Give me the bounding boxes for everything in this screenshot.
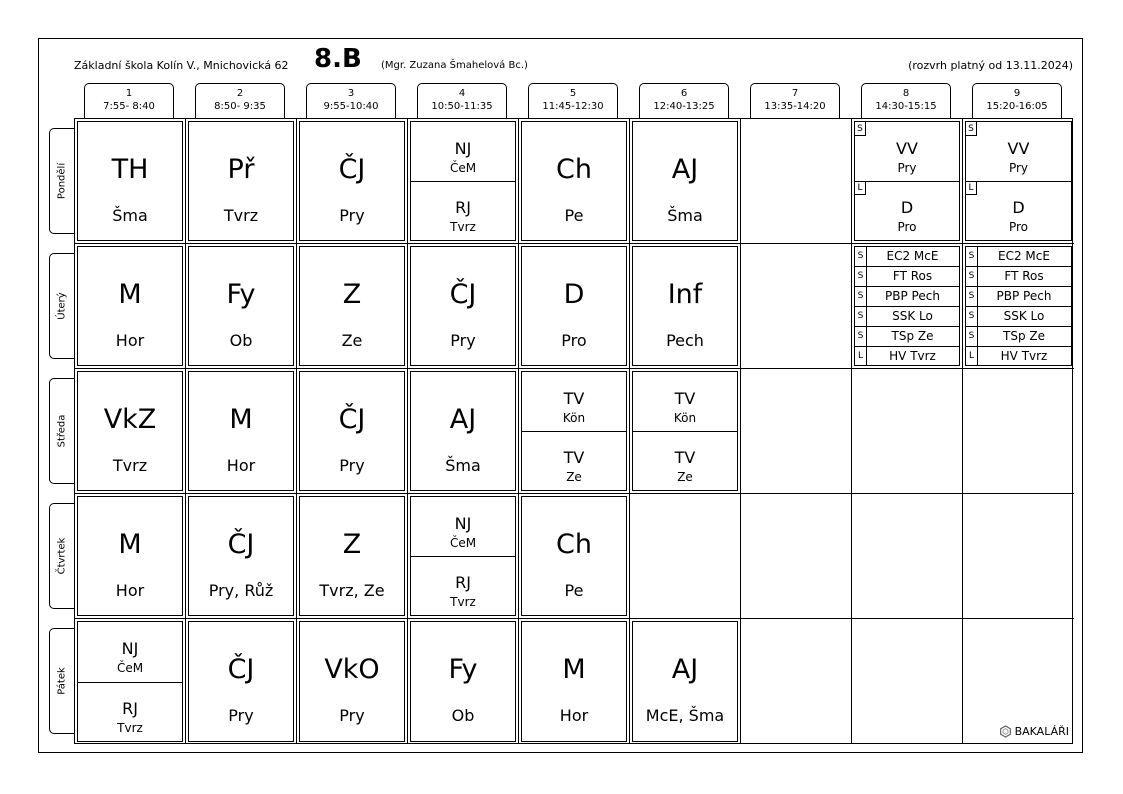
lesson-teacher: Hor — [115, 331, 145, 350]
lesson-subject: TV — [563, 448, 585, 467]
lesson-box — [299, 371, 405, 491]
lesson-teacher: Ob — [229, 331, 253, 350]
period-time: 12:40-13:25 — [653, 101, 715, 112]
timetable-cell — [630, 619, 741, 744]
lesson-subject: ČJ — [338, 404, 366, 435]
timetable-cell — [741, 369, 852, 494]
lesson-teacher: Pech — [666, 331, 704, 350]
lesson-box — [521, 621, 627, 742]
timetable-cell — [519, 494, 630, 619]
period-number: 9 — [1013, 88, 1021, 99]
lesson-teacher: Šma — [445, 456, 481, 475]
timetable-cell — [297, 619, 408, 744]
lesson-group — [78, 622, 182, 683]
group-marker: S — [966, 122, 977, 136]
timetable-cell — [408, 619, 519, 744]
lesson-teacher: Tvrz — [223, 206, 259, 225]
optional-lesson-text: PBP Pech — [885, 289, 940, 303]
optional-lesson-text: HV Tvrz — [1000, 349, 1048, 363]
lesson-subject: RJ — [455, 573, 471, 592]
period-number: 7 — [791, 88, 799, 99]
lesson-box-split — [965, 121, 1072, 241]
timetable-cell — [408, 369, 519, 494]
optional-lesson-text: EC2 McE — [886, 249, 939, 263]
optional-lesson — [855, 347, 959, 367]
optional-lesson-text: FT Ros — [892, 269, 933, 283]
lesson-subject: M — [562, 654, 586, 685]
group-marker: S — [966, 267, 978, 286]
lesson-subject: AJ — [671, 654, 699, 685]
timetable-cell — [519, 244, 630, 369]
timetable-cell — [852, 619, 963, 744]
day-label — [49, 128, 74, 234]
period-time: 13:35-14:20 — [764, 101, 826, 112]
timetable-cell — [630, 494, 741, 619]
group-marker: S — [966, 247, 978, 266]
period-number: 1 — [125, 88, 133, 99]
lesson-subject: NJ — [454, 139, 472, 158]
lesson-teacher: Kön — [673, 411, 697, 425]
timetable-cell — [630, 244, 741, 369]
period-header — [195, 83, 285, 118]
lesson-teacher: Ob — [451, 706, 475, 725]
lesson-teacher: Pry — [339, 706, 365, 725]
lesson-teacher: ČeM — [449, 161, 477, 175]
lesson-teacher: Hor — [559, 706, 589, 725]
lesson-teacher: Šma — [667, 206, 703, 225]
timetable-cell — [75, 494, 186, 619]
lesson-box — [188, 496, 294, 616]
lesson-box-split — [632, 371, 738, 491]
timetable-cell — [408, 244, 519, 369]
timetable-cell — [186, 619, 297, 744]
lesson-box — [188, 121, 294, 241]
lesson-teacher: Ze — [677, 470, 693, 484]
lesson-teacher: Pry, Růž — [208, 581, 274, 600]
lesson-group — [966, 122, 1071, 182]
lesson-subject: VV — [1007, 139, 1030, 158]
optional-lesson-text: HV Tvrz — [889, 349, 936, 363]
lesson-subject: M — [229, 404, 253, 435]
timetable-cell — [741, 619, 852, 744]
period-header — [750, 83, 840, 118]
optional-lesson-text: EC2 McE — [998, 249, 1050, 263]
period-time: 9:55-10:40 — [323, 101, 379, 112]
lesson-subject: TV — [563, 389, 585, 408]
lesson-subject: TV — [674, 448, 696, 467]
timetable-cell — [963, 494, 1074, 619]
lesson-box — [299, 496, 405, 616]
timetable-cell — [741, 494, 852, 619]
lesson-teacher: Pry — [339, 456, 365, 475]
lesson-box-optional — [854, 246, 960, 366]
timetable-cell — [741, 119, 852, 244]
lesson-subject: AJ — [449, 404, 477, 435]
lesson-subject: D — [1012, 198, 1025, 217]
lesson-group — [522, 431, 626, 490]
timetable-cell — [75, 619, 186, 744]
day-label — [49, 378, 74, 484]
optional-lesson — [966, 247, 1071, 267]
timetable-cell — [741, 244, 852, 369]
lesson-group — [855, 181, 959, 240]
optional-lesson — [966, 267, 1071, 287]
lesson-teacher: Hor — [226, 456, 256, 475]
period-header — [417, 83, 507, 118]
timetable-cell — [75, 369, 186, 494]
lesson-teacher: Pry — [897, 161, 917, 175]
optional-lesson-text: SSK Lo — [892, 309, 933, 323]
lesson-teacher: Tvrz — [117, 720, 143, 735]
timetable-cell — [75, 244, 186, 369]
lesson-subject: NJ — [121, 639, 139, 658]
lesson-teacher: Ze — [566, 470, 582, 484]
optional-lesson — [855, 287, 959, 307]
class-teacher: (Mgr. Zuzana Šmahelová Bc.) — [381, 60, 528, 71]
optional-lesson — [855, 327, 959, 347]
period-time: 10:50-11:35 — [431, 101, 493, 112]
class-name: 8.B — [314, 44, 362, 74]
lesson-group — [633, 431, 737, 490]
lesson-teacher: McE, Šma — [645, 706, 725, 725]
lesson-group — [411, 181, 515, 240]
period-header — [972, 83, 1062, 118]
lesson-teacher: ČeM — [449, 536, 477, 550]
period-time: 7:55- 8:40 — [103, 101, 155, 112]
lesson-subject: VkO — [324, 654, 380, 685]
logo-text: BAKALÁŘI — [1014, 725, 1069, 738]
period-header — [306, 83, 396, 118]
day-name: Středa — [56, 414, 68, 448]
timetable-cell — [186, 494, 297, 619]
period-header — [861, 83, 951, 118]
group-marker: S — [966, 327, 978, 346]
lesson-subject: AJ — [671, 154, 699, 185]
timetable-cell — [963, 119, 1074, 244]
lesson-box-split — [410, 121, 516, 241]
period-time: 15:20-16:05 — [986, 101, 1048, 112]
lesson-box — [410, 621, 516, 742]
lesson-box — [299, 621, 405, 742]
lesson-subject: NJ — [454, 514, 472, 533]
group-marker: S — [855, 287, 867, 306]
optional-lesson-text: FT Ros — [1004, 269, 1044, 283]
lesson-teacher: Pry — [450, 331, 476, 350]
validity-note: (rozvrh platný od 13.11.2024) — [908, 59, 1073, 72]
lesson-box — [299, 121, 405, 241]
timetable-cell — [297, 244, 408, 369]
timetable-cell — [852, 369, 963, 494]
period-time: 14:30-15:15 — [875, 101, 937, 112]
lesson-box — [521, 496, 627, 616]
lesson-subject: Fy — [226, 279, 256, 310]
group-marker: L — [855, 181, 866, 195]
lesson-group — [411, 497, 515, 557]
optional-lesson — [966, 287, 1071, 307]
day-name: Úterý — [56, 292, 68, 320]
lesson-subject: Z — [342, 529, 362, 560]
lesson-box — [410, 371, 516, 491]
lesson-box — [77, 121, 183, 241]
lesson-teacher: Kön — [562, 411, 586, 425]
optional-lesson-text: TSp Ze — [891, 329, 934, 343]
lesson-box-split — [854, 121, 960, 241]
optional-lesson — [966, 327, 1071, 347]
lesson-teacher: Šma — [112, 206, 148, 225]
timetable-cell — [75, 119, 186, 244]
lesson-teacher: ČeM — [116, 661, 144, 675]
group-marker: S — [966, 307, 978, 326]
lesson-subject: Inf — [667, 279, 703, 310]
timetable-cell — [963, 244, 1074, 369]
lesson-box — [521, 121, 627, 241]
optional-lesson-text: PBP Pech — [996, 289, 1052, 303]
lesson-subject: ČJ — [449, 279, 477, 310]
group-marker: L — [966, 181, 977, 195]
lesson-teacher: Pro — [1008, 220, 1029, 234]
lesson-subject: TH — [111, 154, 149, 185]
day-name: Pátek — [56, 667, 68, 695]
lesson-box-optional — [965, 246, 1072, 366]
timetable-cell — [519, 119, 630, 244]
timetable-grid — [74, 118, 1073, 744]
lesson-box — [632, 621, 738, 742]
group-marker: S — [966, 287, 978, 306]
timetable-cell — [408, 119, 519, 244]
lesson-teacher: Tvrz — [450, 595, 476, 609]
timetable-cell — [408, 494, 519, 619]
day-label — [49, 253, 74, 359]
lesson-teacher: Tvrz, Ze — [319, 581, 385, 600]
lesson-box — [77, 496, 183, 616]
lesson-teacher: Ze — [341, 331, 363, 350]
optional-lesson — [855, 307, 959, 327]
lesson-box-split — [77, 621, 183, 742]
timetable-cell — [852, 119, 963, 244]
period-number: 4 — [458, 88, 466, 99]
optional-lesson — [855, 267, 959, 287]
lesson-teacher: Tvrz — [112, 456, 148, 475]
group-marker: S — [855, 267, 867, 286]
lesson-group — [633, 372, 737, 432]
lesson-group — [78, 682, 182, 742]
lesson-box — [188, 621, 294, 742]
lesson-group — [855, 122, 959, 182]
timetable-cell — [630, 119, 741, 244]
group-marker: S — [855, 247, 867, 266]
lesson-teacher: Pry — [228, 706, 254, 725]
lesson-box — [188, 371, 294, 491]
lesson-subject: Z — [342, 279, 362, 310]
period-time: 11:45-12:30 — [542, 101, 604, 112]
lesson-teacher: Pro — [897, 220, 917, 234]
lesson-box — [77, 246, 183, 366]
optional-lesson-text: SSK Lo — [1003, 309, 1045, 323]
day-name: Pondělí — [56, 162, 68, 200]
lesson-box — [410, 246, 516, 366]
lesson-teacher: Pry — [1008, 161, 1029, 175]
lesson-subject: ČJ — [227, 654, 255, 685]
lesson-group — [411, 122, 515, 182]
lesson-box — [188, 246, 294, 366]
lesson-subject: D — [563, 279, 585, 310]
period-header — [84, 83, 174, 118]
timetable-cell — [186, 244, 297, 369]
timetable-cell — [630, 369, 741, 494]
day-label — [49, 628, 74, 734]
lesson-subject: RJ — [455, 198, 471, 217]
timetable-cell — [186, 119, 297, 244]
lesson-subject: Ch — [556, 154, 592, 185]
period-header — [528, 83, 618, 118]
lesson-teacher: Tvrz — [450, 220, 476, 234]
lesson-box — [521, 246, 627, 366]
lesson-group — [522, 372, 626, 432]
timetable-cell — [963, 369, 1074, 494]
group-marker: L — [855, 347, 867, 366]
optional-lesson — [966, 347, 1071, 367]
group-marker: S — [855, 307, 867, 326]
bakalari-logo — [999, 725, 1069, 738]
day-label — [49, 503, 74, 609]
lesson-box-split — [521, 371, 627, 491]
period-header — [639, 83, 729, 118]
group-marker: S — [855, 327, 867, 346]
lesson-subject: M — [118, 529, 142, 560]
lesson-subject: Ch — [556, 529, 592, 560]
lesson-teacher: Pe — [564, 581, 584, 600]
period-number: 6 — [680, 88, 688, 99]
lesson-subject: M — [118, 279, 142, 310]
timetable-cell — [519, 369, 630, 494]
lesson-teacher: Pro — [561, 331, 587, 350]
lesson-group — [411, 556, 515, 615]
timetable-cell — [852, 494, 963, 619]
lesson-subject: ČJ — [227, 529, 255, 560]
school-name: Základní škola Kolín V., Mnichovická 62 — [74, 59, 289, 72]
optional-lesson — [966, 307, 1071, 327]
lesson-subject: ČJ — [338, 154, 366, 185]
optional-lesson — [855, 247, 959, 267]
lesson-group — [966, 181, 1071, 240]
group-marker: S — [855, 122, 866, 136]
period-time: 8:50- 9:35 — [214, 101, 266, 112]
lesson-subject: RJ — [122, 698, 138, 718]
lesson-box — [77, 371, 183, 491]
period-number: 3 — [347, 88, 355, 99]
timetable-cell — [297, 494, 408, 619]
timetable-cell — [852, 244, 963, 369]
lesson-box — [632, 246, 738, 366]
timetable-cell — [186, 369, 297, 494]
lesson-subject: Fy — [448, 654, 478, 685]
period-number: 8 — [902, 88, 910, 99]
bakalari-logo-icon — [999, 725, 1012, 738]
timetable-cell — [297, 369, 408, 494]
day-name: Čtvrtek — [56, 537, 68, 575]
lesson-teacher: Pe — [564, 206, 584, 225]
lesson-subject: Př — [227, 154, 255, 185]
period-number: 2 — [236, 88, 244, 99]
group-marker: L — [966, 347, 978, 366]
timetable-cell — [297, 119, 408, 244]
optional-lesson-text: TSp Ze — [1003, 329, 1045, 343]
timetable-cell — [519, 619, 630, 744]
lesson-box-split — [410, 496, 516, 616]
lesson-subject: VV — [896, 139, 918, 158]
lesson-subject: TV — [674, 389, 696, 408]
lesson-teacher: Hor — [115, 581, 145, 600]
lesson-teacher: Pry — [339, 206, 365, 225]
period-number: 5 — [569, 88, 577, 99]
lesson-box — [632, 121, 738, 241]
lesson-box — [299, 246, 405, 366]
lesson-subject: VkZ — [103, 404, 157, 435]
lesson-subject: D — [900, 198, 914, 217]
